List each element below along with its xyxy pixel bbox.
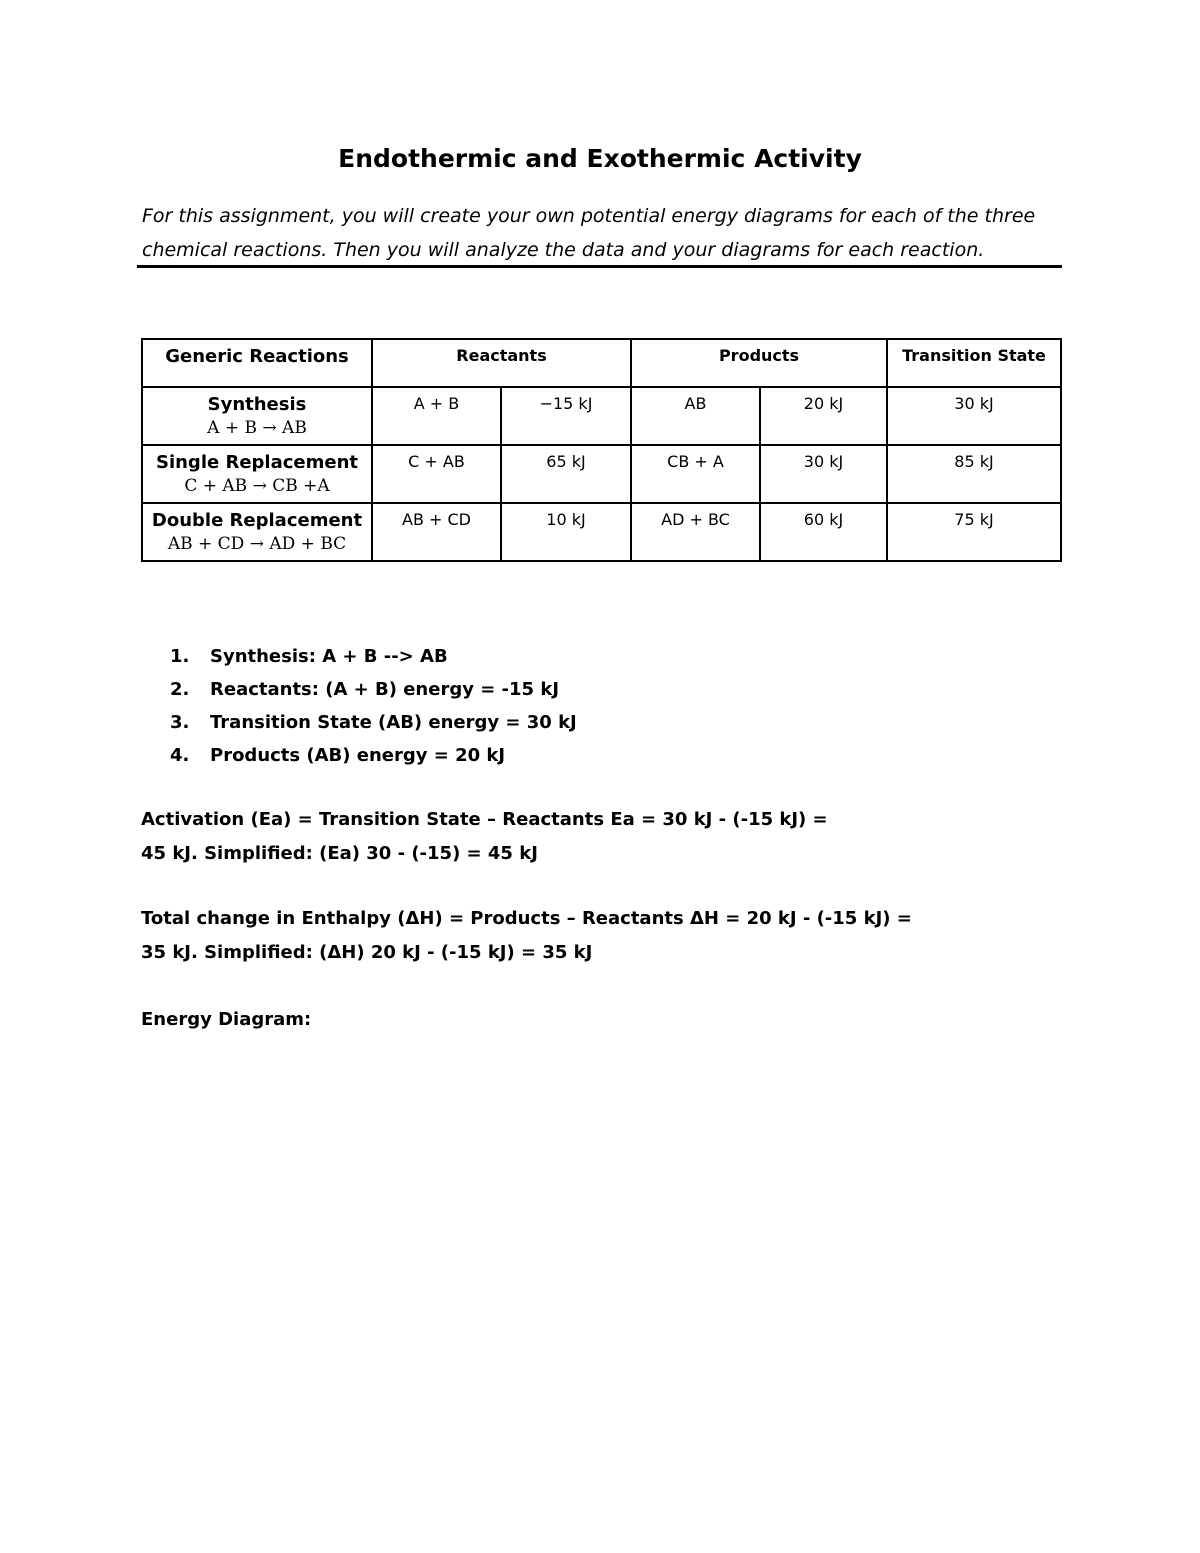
reactions-table (141, 338, 1062, 562)
divider-line (137, 265, 1062, 268)
product-energy-cell: 30 kJ (760, 445, 887, 503)
activation-line-2: 45 kJ. Simplified: (Ea) 30 - (-15) = 45 kJ (141, 843, 538, 864)
intro-line-1: For this assignment, you will create your own potential energy diagrams for each of the three (142, 205, 1036, 227)
steps-list (170, 643, 577, 775)
step-number: 4. (170, 745, 190, 766)
reaction-equation: AB + CD → AD + BC (167, 534, 347, 554)
products-cell: AD + BC (631, 503, 760, 561)
step-number: 3. (170, 712, 190, 733)
product-energy-cell: 20 kJ (760, 387, 887, 445)
list-item (170, 742, 577, 775)
reactants-cell: C + AB (372, 445, 501, 503)
transition-state-cell: 75 kJ (887, 503, 1061, 561)
table-header-row (142, 339, 1061, 387)
header-products: Products (631, 339, 887, 387)
step-text: Products (AB) energy = 20 kJ (210, 745, 506, 766)
product-energy-cell: 60 kJ (760, 503, 887, 561)
step-text: Synthesis: A + B --> AB (210, 646, 448, 667)
table-row (142, 503, 1061, 561)
step-text: Transition State (AB) energy = 30 kJ (210, 712, 577, 733)
reactant-energy-cell: 65 kJ (501, 445, 631, 503)
step-number: 2. (170, 679, 190, 700)
list-item (170, 676, 577, 709)
list-item (170, 709, 577, 742)
table-row (142, 387, 1061, 445)
header-transition-state: Transition State (887, 339, 1061, 387)
reactants-cell: AB + CD (372, 503, 501, 561)
table-row (142, 445, 1061, 503)
step-text: Reactants: (A + B) energy = -15 kJ (210, 679, 560, 700)
step-number: 1. (170, 646, 190, 667)
header-generic-reactions: Generic Reactions (142, 339, 372, 387)
enthalpy-line-1: Total change in Enthalpy (ΔH) = Products – Reactants ΔH = 20 kJ - (-15 kJ) = (141, 908, 912, 929)
reaction-equation: C + AB → CB +A (184, 476, 330, 496)
reactant-energy-cell: −15 kJ (501, 387, 631, 445)
reaction-name: Synthesis (207, 394, 307, 415)
header-reactants: Reactants (372, 339, 631, 387)
activation-line-1: Activation (Ea) = Transition State – Reactants Ea = 30 kJ - (-15 kJ) = (141, 809, 828, 830)
reaction-cell (142, 387, 372, 445)
reactant-energy-cell: 10 kJ (501, 503, 631, 561)
list-item (170, 643, 577, 676)
reaction-equation: A + B → AB (207, 418, 307, 438)
reactants-cell: A + B (372, 387, 501, 445)
reaction-name: Single Replacement (155, 452, 358, 473)
energy-diagram-label: Energy Diagram: (141, 1009, 312, 1030)
page-title: Endothermic and Exothermic Activity (338, 144, 862, 173)
reaction-cell (142, 445, 372, 503)
intro-line-2: chemical reactions. Then you will analyze the data and your diagrams for each reaction. (142, 239, 985, 261)
reaction-name: Double Replacement (151, 510, 363, 531)
transition-state-cell: 85 kJ (887, 445, 1061, 503)
reaction-cell (142, 503, 372, 561)
activation-energy-block (141, 803, 828, 871)
products-cell: AB (631, 387, 760, 445)
products-cell: CB + A (631, 445, 760, 503)
enthalpy-line-2: 35 kJ. Simplified: (ΔH) 20 kJ - (-15 kJ) = 35 kJ (141, 942, 593, 963)
intro-paragraph (142, 199, 1062, 267)
enthalpy-block (141, 902, 912, 970)
transition-state-cell: 30 kJ (887, 387, 1061, 445)
